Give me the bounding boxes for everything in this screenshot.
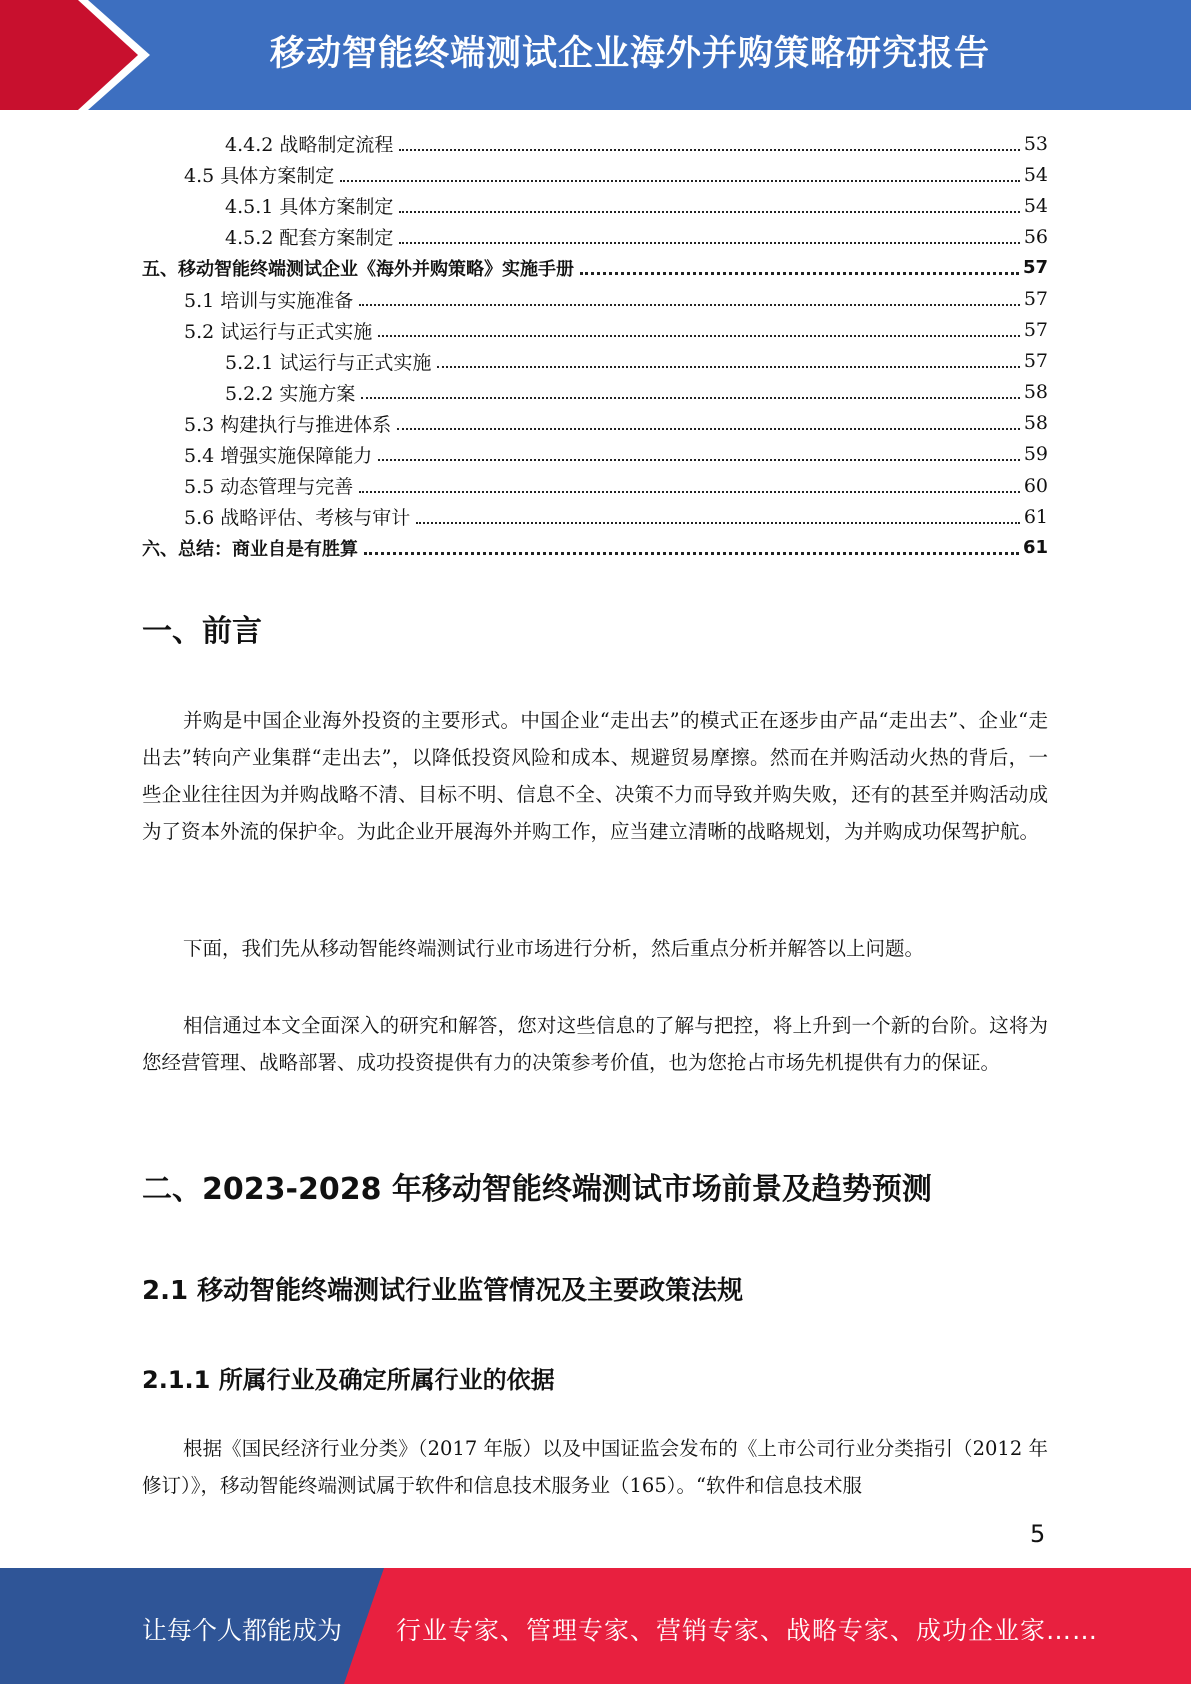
toc-entry[interactable] [142, 315, 1048, 346]
toc-entry[interactable] [142, 408, 1048, 439]
toc-entry-page: 60 [1023, 474, 1048, 497]
toc-entry[interactable] [142, 501, 1048, 532]
paragraph-industry-classification: 根据《国民经济行业分类》（2017 年版）以及中国证监会发布的《上市公司行业分类指引（2012 年修订）》，移动智能终端测试属于软件和信息技术服务业（165）。“软件和信息技术服 [142, 1437, 1048, 1497]
toc-entry-label: 5.2.1 试运行与正式实施 [225, 351, 432, 374]
toc-leader-dots [359, 491, 1020, 493]
header-chevron-decoration [0, 0, 160, 110]
toc-leader-dots [361, 397, 1019, 399]
toc-entry-page: 58 [1023, 381, 1048, 404]
paragraph-preface-1: 并购是中国企业海外投资的主要形式。中国企业“走出去”的模式正在逐步由产品“走出去”、企业“走出去”转向产业集群“走出去”，以降低投资风险和成本、规避贸易摩擦。然而在并购活动火热的背后，一些企业往往因为并购战略不清、目标不明、信息不全、决策不力而导致并购失败，还有的甚至并购活动成为了资本外流的保护伞。为此企业开展海外并购工作，应当建立清晰的战略规划，为并购成功保驾护航。 [142, 709, 1048, 843]
toc-leader-dots [416, 522, 1020, 524]
toc-entry[interactable] [142, 532, 1048, 563]
toc-entry-page: 58 [1023, 412, 1048, 435]
toc-leader-dots [437, 366, 1019, 368]
heading-preface: 一、前言 [142, 614, 262, 649]
toc-entry-label: 4.5 具体方案制定 [184, 165, 335, 188]
toc-leader-dots [340, 180, 1020, 182]
heading-2-1: 2.1 移动智能终端测试行业监管情况及主要政策法规 [142, 1276, 744, 1306]
toc-entry-page: 53 [1023, 132, 1048, 155]
toc-entry[interactable] [142, 283, 1048, 314]
toc-entry-label: 4.5.2 配套方案制定 [225, 227, 394, 250]
toc-entry-label: 5.5 动态管理与完善 [184, 476, 354, 499]
toc-entry[interactable] [142, 128, 1048, 159]
toc-entry-label: 4.5.1 具体方案制定 [225, 196, 394, 219]
toc-entry-page: 61 [1023, 505, 1048, 528]
paragraph-preface-3: 相信通过本文全面深入的研究和解答，您对这些信息的了解与把控，将上升到一个新的台阶。这将为您经营管理、战略部署、成功投资提供有力的决策参考价值，也为您抢占市场先机提供有力的保证。 [142, 1014, 1048, 1074]
toc-entry[interactable] [142, 159, 1048, 190]
toc-entry[interactable] [142, 190, 1048, 221]
toc-leader-dots [359, 304, 1020, 306]
toc-entry-label: 5.3 构建执行与推进体系 [184, 413, 392, 436]
report-header [0, 0, 1191, 110]
toc-leader-dots [364, 552, 1019, 555]
table-of-contents [142, 128, 1048, 563]
toc-entry-page: 59 [1023, 443, 1048, 466]
report-footer [0, 1568, 1191, 1684]
heading-2-1-1: 2.1.1 所属行业及确定所属行业的依据 [142, 1366, 555, 1394]
toc-entry[interactable] [142, 439, 1048, 470]
toc-entry[interactable] [142, 221, 1048, 252]
toc-entry-label: 5.4 增强实施保障能力 [184, 444, 373, 467]
heading-section-two: 二、2023-2028 年移动智能终端测试市场前景及趋势预测 [142, 1172, 932, 1207]
footer-slogan-right: 行业专家、管理专家、营销专家、战略专家、成功企业家…… [396, 1616, 1099, 1645]
toc-entry-page: 57 [1022, 257, 1048, 279]
toc-leader-dots [378, 335, 1020, 337]
toc-entry-label: 5.6 战略评估、考核与审计 [184, 507, 411, 530]
toc-entry-label: 5.1 培训与实施准备 [184, 289, 354, 312]
report-title: 移动智能终端测试企业海外并购策略研究报告 [269, 34, 990, 74]
toc-entry[interactable] [142, 470, 1048, 501]
toc-entry-label: 5.2 试运行与正式实施 [184, 320, 373, 343]
paragraph-preface-2: 下面，我们先从移动智能终端测试行业市场进行分析，然后重点分析并解答以上问题。 [183, 937, 925, 960]
toc-entry[interactable] [142, 346, 1048, 377]
toc-entry-page: 56 [1023, 225, 1048, 248]
toc-entry[interactable] [142, 252, 1048, 283]
toc-entry-label: 4.4.2 战略制定流程 [225, 134, 394, 157]
page-number: 5 [1030, 1520, 1046, 1548]
toc-entry-page: 54 [1023, 194, 1048, 217]
toc-entry-label: 五、移动智能终端测试企业《海外并购策略》实施手册 [142, 258, 574, 280]
toc-leader-dots [399, 211, 1019, 213]
toc-leader-dots [378, 459, 1020, 461]
toc-leader-dots [399, 242, 1019, 244]
toc-leader-dots [397, 428, 1020, 430]
toc-entry[interactable] [142, 377, 1048, 408]
toc-entry-page: 61 [1022, 537, 1048, 559]
toc-entry-page: 57 [1023, 350, 1048, 373]
toc-leader-dots [580, 272, 1019, 275]
footer-slogan-left: 让每个人都能成为 [142, 1616, 343, 1645]
toc-entry-page: 57 [1023, 319, 1048, 342]
toc-entry-page: 57 [1023, 288, 1048, 311]
toc-leader-dots [399, 149, 1019, 151]
toc-entry-label: 5.2.2 实施方案 [225, 382, 356, 405]
toc-entry-page: 54 [1023, 163, 1048, 186]
toc-entry-label: 六、总结：商业自是有胜算 [142, 538, 358, 560]
